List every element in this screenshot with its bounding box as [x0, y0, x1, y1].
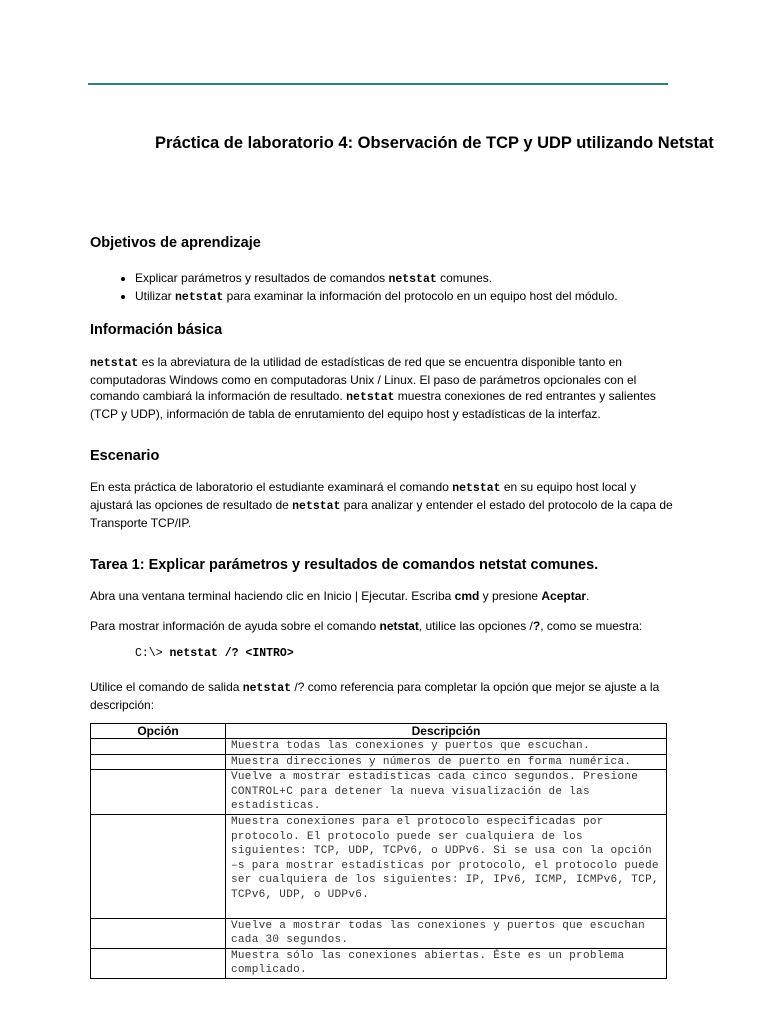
task1-heading: Tarea 1: Explicar parámetros y resultados de comandos netstat comunes. [90, 557, 599, 573]
table-row [91, 770, 667, 815]
table-row [91, 948, 667, 978]
objectives-heading: Objetivos de aprendizaje [90, 235, 261, 251]
description-cell: Muestra sólo las conexiones abiertas. Éste es un problema complicado. [226, 948, 667, 978]
list-item: • Explicar parámetros y resultados de comandos netstat comunes. [135, 270, 715, 288]
description-cell: Muestra todas las conexiones y puertos que escuchan. [226, 739, 667, 755]
option-cell[interactable] [91, 754, 226, 770]
options-table [90, 723, 667, 979]
header-rule [88, 83, 668, 85]
option-cell[interactable] [91, 770, 226, 815]
scenario-paragraph: En esta práctica de laboratorio el estudiante examinará el comando netstat en su equipo host local y ajustará las opciones de resultado de netstat para analizar y entender el estado del protocolo de la capa de Transporte TCP/IP. [90, 480, 673, 530]
background-heading: Información básica [90, 322, 223, 338]
table-row [91, 918, 667, 948]
task1-paragraph-3: Utilice el comando de salida netstat /? como referencia para completar la opción que mejor se ajuste a la descripción: [90, 680, 660, 712]
column-header-option: Opción [91, 724, 226, 739]
command-example: C:\> netstat /? <INTRO> [135, 647, 294, 660]
objectives-list [90, 270, 715, 306]
option-cell[interactable] [91, 948, 226, 978]
table-row [91, 754, 667, 770]
column-header-description: Descripción [226, 724, 667, 739]
description-cell: Muestra conexiones para el protocolo especificadas por protocolo. El protocolo puede ser cualquiera de los siguientes: TCP, UDP, TCPv6, o UDPv6. Si se usa con la opción –s para mostrar estadísticas por protocolo, el protocolo puede ser cualquiera de los siguientes: IP, IPv6, ICMP, ICMPv6, TCP, TCPv6, UDP, o UDPv6. [226, 814, 667, 918]
table-row [91, 814, 667, 918]
description-cell: Vuelve a mostrar todas las conexiones y puertos que escuchan cada 30 segundos. [226, 918, 667, 948]
scenario-heading: Escenario [90, 448, 160, 464]
option-cell[interactable] [91, 814, 226, 918]
task1-paragraph-2: Para mostrar información de ayuda sobre el comando netstat, utilice las opciones /?, como se muestra: [90, 619, 643, 633]
table-row [91, 739, 667, 755]
option-cell[interactable] [91, 739, 226, 755]
description-cell: Muestra direcciones y números de puerto en forma numérica. [226, 754, 667, 770]
document-title: Práctica de laboratorio 4: Observación de TCP y UDP utilizando Netstat [155, 134, 714, 152]
table-header-row [91, 724, 667, 739]
list-item: • Utilizar netstat para examinar la información del protocolo en un equipo host del módulo. [135, 288, 715, 306]
option-cell[interactable] [91, 918, 226, 948]
task1-paragraph-1: Abra una ventana terminal haciendo clic en Inicio | Ejecutar. Escriba cmd y presione Aceptar. [90, 589, 590, 603]
background-paragraph: netstat es la abreviatura de la utilidad de estadísticas de red que se encuentra disponible tanto en computadoras Windows como en computadoras Unix / Linux. El paso de parámetros opcionales con el comando cambiará la información de resultado. netstat muestra conexiones de red entrantes y salientes (TCP y UDP), información de tabla de enrutamiento del equipo host y estadísticas de la interfaz. [90, 355, 656, 421]
description-cell: Vuelve a mostrar estadísticas cada cinco segundos. Presione CONTROL+C para detener la nueva visualización de las estadísticas. [226, 770, 667, 815]
